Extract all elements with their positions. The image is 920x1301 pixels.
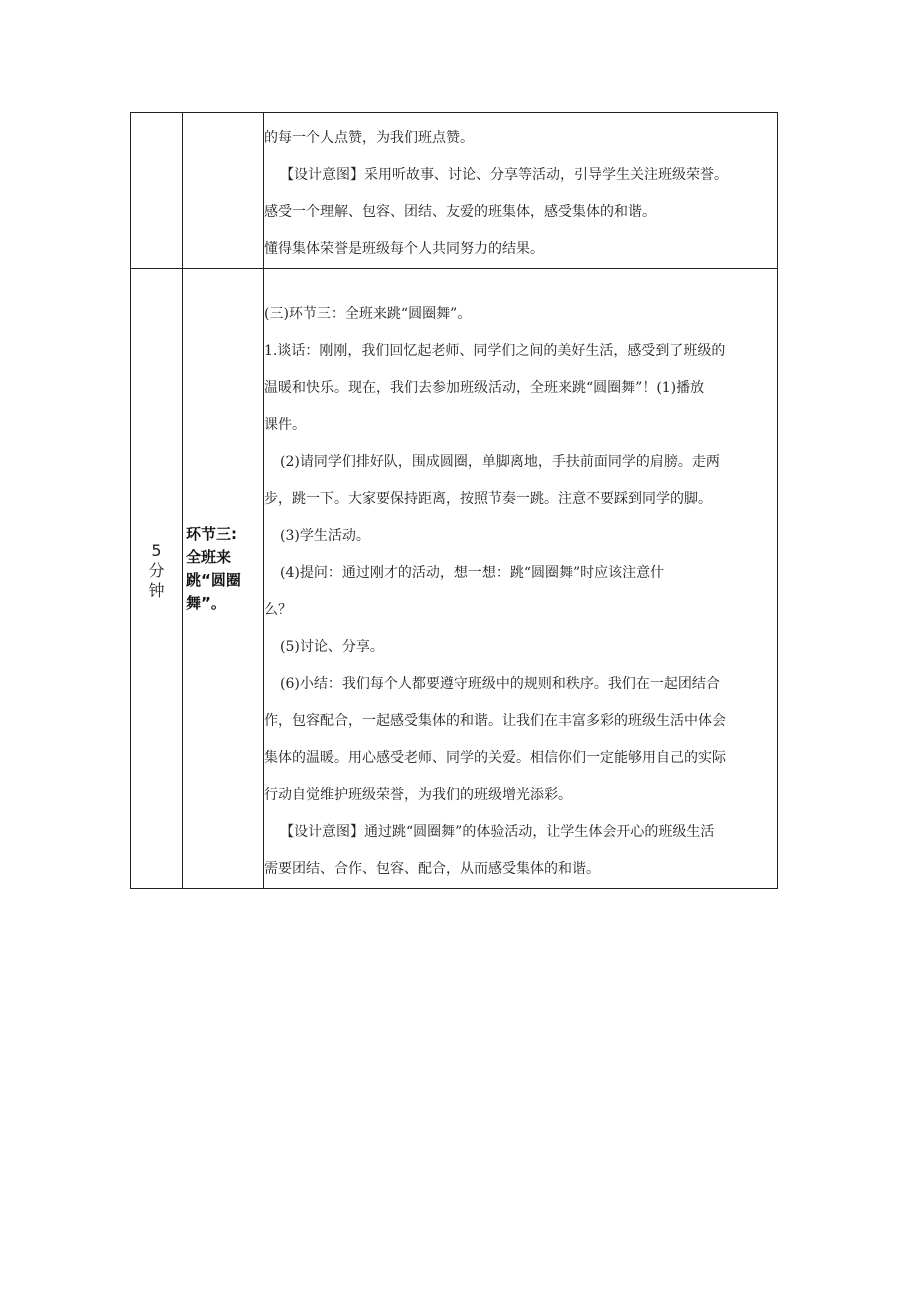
content-line: 需要团结、合作、包容、配合，从而感受集体的和谐。 [264,861,600,877]
duration-unit-2: 钟 [148,581,165,600]
content-line: 温暖和快乐。现在，我们去参加班级活动，全班来跳“圆圈舞”！(1)播放 [264,380,705,396]
content-line: 懂得集体荣誉是班级每个人共同努力的结果。 [264,241,544,257]
content-line: 步，跳一下。大家要保持距离，按照节奏一跳。注意不要踩到同学的脚。 [264,491,712,507]
content-line: (6)小结：我们每个人都要遵守班级中的规则和秩序。我们在一起团结合 [280,676,720,692]
stage-title-line: 舞”。 [186,594,226,612]
lesson-plan-table [130,112,778,889]
content-line: 的每一个人点赞，为我们班点赞。 [264,130,474,146]
content-line: 感受一个理解、包容、团结、友爱的班集体，感受集体的和谐。 [264,204,656,220]
table-row [131,113,778,269]
stage-title-line: 环节三: [186,525,237,543]
content-line: (4)提问：通过刚才的活动，想一想：跳“圆圈舞”时应该注意什 [280,565,665,581]
stage-cell [183,269,264,889]
stage-cell [183,113,264,269]
duration-label [131,541,182,601]
content-line: 集体的温暖。用心感受老师、同学的关爱。相信你们一定能够用自己的实际 [264,750,726,766]
content-line: 1.谈话：刚刚，我们回忆起老师、同学们之间的美好生活，感受到了班级的 [264,343,726,359]
content-line: (2)请同学们排好队，围成圆圈，单脚离地，手扶前面同学的肩膀。走两 [280,454,720,470]
content-cell [264,113,778,269]
stage-title-line: 全班来 [186,548,232,566]
time-cell [131,269,183,889]
design-intent-line: 【设计意图】通过跳“圆圈舞”的体验活动，让学生体会开心的班级生活 [280,824,715,840]
time-cell [131,113,183,269]
duration-unit-1: 分 [148,561,165,580]
content-line: (3)学生活动。 [280,528,370,544]
table-row [131,269,778,889]
design-intent-line: 【设计意图】采用听故事、讨论、分享等活动，引导学生关注班级荣誉。 [280,167,728,183]
section-heading: (三)环节三：全班来跳“圆圈舞”。 [264,306,472,322]
stage-title [183,523,263,615]
content-line: 课件。 [264,417,306,433]
content-line: (5)讨论、分享。 [280,639,384,655]
content-cell [264,269,778,889]
content-line: 作，包容配合，一起感受集体的和谐。让我们在丰富多彩的班级生活中体会 [264,713,726,729]
duration-number: 5 [151,541,162,560]
content-line: 么？ [264,602,292,618]
content-line: 行动自觉维护班级荣誉，为我们的班级增光添彩。 [264,787,572,803]
stage-title-line: 跳“圆圈 [186,571,241,589]
